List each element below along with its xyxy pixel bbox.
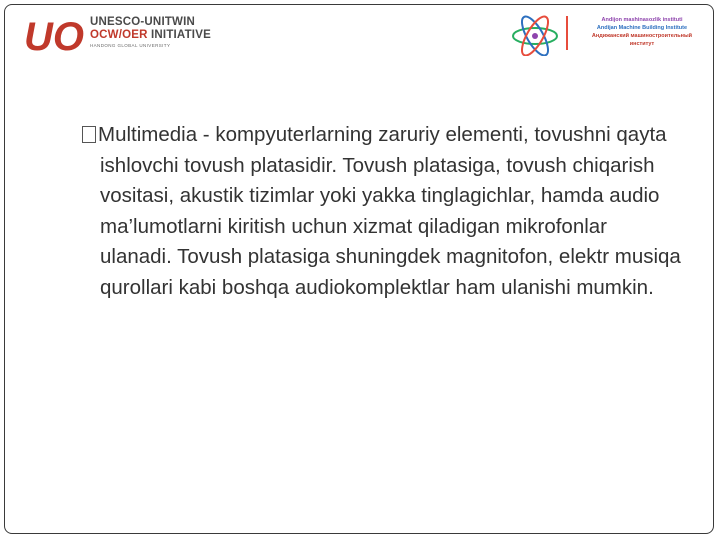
logo-line-ocw — [90, 29, 211, 42]
institute-name-uz: Andijon mashinasozlik instituti — [601, 17, 683, 23]
atom-emblem-icon — [510, 12, 560, 56]
andijan-institute-logo — [510, 12, 710, 56]
bullet-paragraph — [82, 120, 682, 304]
bullet-box-icon — [82, 126, 96, 143]
institute-names — [572, 16, 712, 48]
paragraph-text: Multimedia - kompyuterlarning zaruriy elementi, tovushni qayta ishlovchi tovush platasidir. Tovush platasiga, tovush chiqarish vositasi, akustik tizimlar yoki yakka tinglagichlar, hamda audio ma’lumotlarni kiritish uchun xizmat qiladigan mikrofonlar ulanadi. Tovush platasiga shuningdek magnitofon, elektr musiqa qurollari kabi boshqa audiokomplektlar ham ulanishi mumkin. — [98, 123, 681, 299]
slide-content — [82, 120, 682, 304]
uo-logo-letters: UO — [24, 16, 84, 54]
institute-name-en: Andijan Machine Building Institute — [596, 25, 688, 31]
institute-name-ru-1: Андижанский машиностроительный — [591, 33, 693, 39]
logo-line-unesco: UNESCO-UNITWIN — [90, 16, 196, 28]
logo-line-university: HANDONG GLOBAL UNIVERSITY — [90, 43, 171, 48]
logo-ocw-accent: OCW/OER — [90, 29, 148, 41]
logo-initiative: INITIATIVE — [147, 29, 211, 41]
uo-logo-mark — [24, 16, 86, 54]
logo-divider — [566, 16, 568, 50]
institute-name-ru-2: институт — [629, 41, 655, 47]
unesco-unitwin-logo — [24, 14, 224, 58]
